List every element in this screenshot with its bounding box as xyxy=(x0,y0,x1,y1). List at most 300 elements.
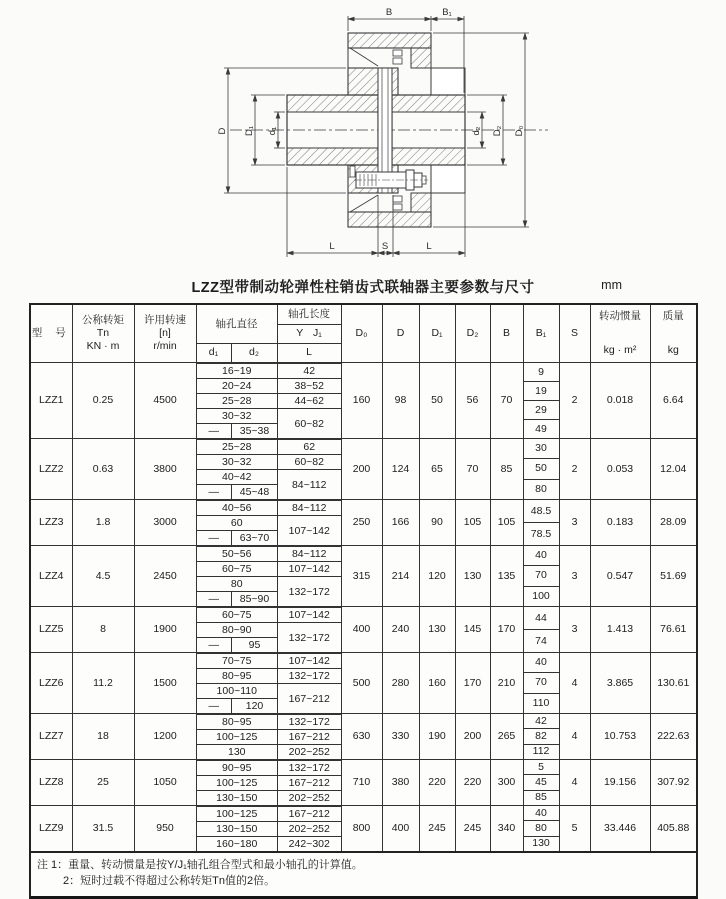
drum-flange-bottom xyxy=(431,165,465,193)
cell-D2: 170 xyxy=(455,653,490,714)
bore-length: 167~212 xyxy=(278,684,341,714)
bore-d-range: 160~180 xyxy=(197,837,278,852)
b1-value: 74 xyxy=(524,629,559,652)
cell-D: 330 xyxy=(382,714,419,760)
cell-S: 2 xyxy=(559,363,590,439)
unit-label: mm xyxy=(601,278,622,292)
cell-bores xyxy=(196,714,341,760)
b1-value: 45 xyxy=(524,774,559,789)
bore-row xyxy=(197,577,341,592)
bore-row xyxy=(197,623,341,638)
bore-row xyxy=(197,470,341,485)
b1-value: 130 xyxy=(524,836,559,851)
cell-B1 xyxy=(523,714,559,760)
cell-D: 380 xyxy=(382,760,419,806)
mass-unit: kg xyxy=(667,344,679,356)
bore-row xyxy=(197,409,341,424)
cell-inertia: 3.865 xyxy=(590,653,650,714)
bore-subtable xyxy=(197,760,341,805)
b1-value: 80 xyxy=(524,820,559,835)
cell-B: 210 xyxy=(490,653,523,714)
b1-value: 70 xyxy=(524,672,559,692)
cell-S: 3 xyxy=(559,500,590,546)
bore-row xyxy=(197,654,341,669)
col-header-B: B xyxy=(490,304,523,363)
bore-row xyxy=(197,761,341,776)
cell-B: 170 xyxy=(490,607,523,653)
bore-d-range: 40~56 xyxy=(197,501,278,516)
cell-S: 3 xyxy=(559,546,590,607)
bore-length: 167~212 xyxy=(278,730,341,745)
bore-length: 42 xyxy=(278,364,341,379)
bore-row xyxy=(197,379,341,394)
cell-model: LZZ3 xyxy=(30,500,72,546)
b1-stack xyxy=(524,439,559,499)
cell-B: 135 xyxy=(490,546,523,607)
dim-label-d1: d₁ xyxy=(267,126,278,136)
col-header-d1: d₁ xyxy=(197,344,232,362)
col-header-yj1: Y J₁ xyxy=(278,324,341,343)
col-header-speed xyxy=(134,304,196,363)
bore-length: 132~172 xyxy=(278,669,341,684)
cell-B: 340 xyxy=(490,806,523,853)
b1-value: 80 xyxy=(524,479,559,499)
bore-subtable xyxy=(197,546,341,606)
bore-subtable xyxy=(197,439,341,499)
cell-bores xyxy=(196,607,341,653)
cell-D: 98 xyxy=(382,363,419,439)
bore-d-range: 16~19 xyxy=(197,364,278,379)
col-header-B1: B₁ xyxy=(523,304,559,363)
bore-length: 44~62 xyxy=(278,394,341,409)
bore-d-range: 20~24 xyxy=(197,379,278,394)
cell-torque: 0.63 xyxy=(72,439,134,500)
dim-label-L-right: L xyxy=(426,241,432,252)
cell-D2: 105 xyxy=(455,500,490,546)
brake-drum-bottom-disc xyxy=(411,193,431,212)
cell-model: LZZ6 xyxy=(30,653,72,714)
bore-length: 107~142 xyxy=(278,654,341,669)
parameter-table xyxy=(29,303,698,853)
dim-label-L-left: L xyxy=(329,241,335,252)
bore-d-range: 80~90 xyxy=(197,623,278,638)
cell-B: 265 xyxy=(490,714,523,760)
cell-speed: 950 xyxy=(134,806,196,853)
cell-S: 4 xyxy=(559,760,590,806)
bore-row xyxy=(197,791,341,806)
b1-value: 85 xyxy=(524,790,559,805)
mass-label: 质量 xyxy=(662,310,684,322)
cell-D0: 315 xyxy=(341,546,382,607)
bore-d1: — xyxy=(197,638,232,653)
cell-D2: 145 xyxy=(455,607,490,653)
drum-flange-top xyxy=(431,68,465,95)
header-row xyxy=(30,304,697,363)
bore-row xyxy=(197,394,341,409)
col-header-D1: D₁ xyxy=(419,304,455,363)
bore-length: 38~52 xyxy=(278,379,341,394)
cell-mass: 307.92 xyxy=(650,760,697,806)
col-header-model: 型 号 xyxy=(30,304,72,363)
speed-line1: 许用转速 xyxy=(144,314,186,326)
cell-S: 3 xyxy=(559,607,590,653)
cell-model: LZZ7 xyxy=(30,714,72,760)
bore-d-range: 80~95 xyxy=(197,669,278,684)
bore-dia-label: 轴孔直径 xyxy=(215,317,258,330)
b1-value: 44 xyxy=(535,611,547,624)
bore-d-range: 90~95 xyxy=(197,761,278,776)
cell-torque: 25 xyxy=(72,760,134,806)
cell-D0: 710 xyxy=(341,760,382,806)
cell-D1: 120 xyxy=(419,546,455,607)
bore-length: 60~82 xyxy=(278,455,341,470)
bore-subtable xyxy=(197,500,341,545)
drum-bolt-top xyxy=(393,50,402,56)
table-body xyxy=(30,363,697,853)
cell-bores xyxy=(196,500,341,546)
cell-inertia: 0.018 xyxy=(590,363,650,439)
cell-D2: 220 xyxy=(455,760,490,806)
bore-length: 202~252 xyxy=(278,791,341,806)
bore-row xyxy=(197,608,341,623)
model-row-LZZ8 xyxy=(30,760,697,806)
col-header-D0: D₀ xyxy=(341,304,382,363)
cell-mass: 222.63 xyxy=(650,714,697,760)
cell-D0: 200 xyxy=(341,439,382,500)
cell-mass: 76.61 xyxy=(650,607,697,653)
cell-S: 5 xyxy=(559,806,590,853)
cell-bores xyxy=(196,439,341,500)
cell-speed: 1050 xyxy=(134,760,196,806)
b1-stack xyxy=(524,500,559,545)
b1-value: 70 xyxy=(524,565,559,585)
bore-length: 107~142 xyxy=(278,608,341,623)
cell-D2: 245 xyxy=(455,806,490,853)
b1-value: 29 xyxy=(524,400,559,419)
model-row-LZZ5 xyxy=(30,607,697,653)
cell-torque: 18 xyxy=(72,714,134,760)
bore-d-range: 30~32 xyxy=(197,409,278,424)
dim-label-D1: D₁ xyxy=(244,125,255,137)
cell-speed: 2450 xyxy=(134,546,196,607)
dim-label-d2: d₂ xyxy=(471,126,482,136)
cell-B1 xyxy=(523,806,559,853)
inertia-unit: kg · m² xyxy=(603,344,637,356)
cell-mass: 130.61 xyxy=(650,653,697,714)
bore-row xyxy=(197,776,341,791)
b1-value: 112 xyxy=(524,744,559,759)
note-1: 注 1：重量、转动惯量是按Y/J₁轴孔组合型式和最小轴孔的计算值。 xyxy=(37,859,363,871)
b1-value: 5 xyxy=(538,760,544,773)
cell-D: 124 xyxy=(382,439,419,500)
cell-speed: 1200 xyxy=(134,714,196,760)
bore-row xyxy=(197,562,341,577)
col-header-L: L xyxy=(278,343,341,362)
cell-mass: 6.64 xyxy=(650,363,697,439)
cell-inertia: 33.446 xyxy=(590,806,650,853)
bore-row xyxy=(197,730,341,745)
cell-D1: 50 xyxy=(419,363,455,439)
left-hub-upper-wall xyxy=(287,95,378,112)
retainer-pin xyxy=(350,166,355,177)
b1-stack xyxy=(524,546,559,606)
b1-stack xyxy=(524,714,559,759)
cell-mass: 405.88 xyxy=(650,806,697,853)
bore-d2: 63~70 xyxy=(232,531,278,546)
cell-D0: 400 xyxy=(341,607,382,653)
dim-label-D0: D₀ xyxy=(514,125,525,137)
cell-bores xyxy=(196,363,341,439)
cell-B1 xyxy=(523,439,559,500)
bore-d1: — xyxy=(197,485,232,500)
col-header-D: D xyxy=(382,304,419,363)
bore-d-range: 130 xyxy=(197,745,278,760)
cell-B1 xyxy=(523,607,559,653)
col-header-d2: d₂ xyxy=(249,346,259,358)
bore-d-range: 130~150 xyxy=(197,791,278,806)
bore-length: 84~112 xyxy=(278,547,341,562)
bore-subtable xyxy=(197,653,341,713)
coupling-drawing-svg xyxy=(0,0,726,272)
bore-d-range: 100~110 xyxy=(197,684,278,699)
model-row-LZZ7 xyxy=(30,714,697,760)
cell-D: 240 xyxy=(382,607,419,653)
bore-row xyxy=(197,516,341,531)
brake-drum-bottom-rim xyxy=(348,212,431,227)
bore-d-range: 60 xyxy=(197,516,278,531)
torque-line2: Tn xyxy=(96,327,110,339)
col-header-D2: D₂ xyxy=(455,304,490,363)
left-hub-lower-wall xyxy=(287,148,378,165)
bore-length: 242~302 xyxy=(278,837,341,852)
bore-row xyxy=(197,745,341,760)
cell-speed: 1500 xyxy=(134,653,196,714)
cell-mass: 51.69 xyxy=(650,546,697,607)
cell-B1 xyxy=(523,653,559,714)
cell-D1: 190 xyxy=(419,714,455,760)
right-hub-upper-wall xyxy=(392,95,465,112)
cell-D0: 800 xyxy=(341,806,382,853)
table-head xyxy=(30,304,697,363)
col-header-S: S xyxy=(559,304,590,363)
cell-bores xyxy=(196,806,341,853)
bore-length: 60~82 xyxy=(278,409,341,439)
cell-S: 4 xyxy=(559,714,590,760)
b1-stack xyxy=(524,363,559,438)
cell-B1 xyxy=(523,363,559,439)
cell-inertia: 10.753 xyxy=(590,714,650,760)
cell-speed: 4500 xyxy=(134,363,196,439)
b1-value: 40 xyxy=(535,549,547,562)
bore-row xyxy=(197,715,341,730)
cell-D2: 130 xyxy=(455,546,490,607)
bore-d-range: 40~42 xyxy=(197,470,278,485)
bore-length: 107~142 xyxy=(278,516,341,546)
bore-length: 167~212 xyxy=(278,776,341,791)
cell-D2: 56 xyxy=(455,363,490,439)
bore-row xyxy=(197,822,341,837)
col-header-torque xyxy=(72,304,134,363)
b1-value: 49 xyxy=(524,419,559,438)
cell-D0: 630 xyxy=(341,714,382,760)
col-header-bore-length xyxy=(277,304,341,363)
bore-length: 62 xyxy=(278,440,341,455)
cell-B: 85 xyxy=(490,439,523,500)
bore-d-range: 100~125 xyxy=(197,807,278,822)
cell-inertia: 0.183 xyxy=(590,500,650,546)
bore-d1: — xyxy=(197,531,232,546)
cell-model: LZZ5 xyxy=(30,607,72,653)
bore-length: 202~252 xyxy=(278,745,341,760)
cell-D1: 90 xyxy=(419,500,455,546)
bore-length: 132~172 xyxy=(278,623,341,653)
cell-B: 70 xyxy=(490,363,523,439)
torque-line1: 公称转矩 xyxy=(82,314,124,326)
bore-length: 132~172 xyxy=(278,715,341,730)
bore-d1: — xyxy=(197,699,232,714)
cell-speed: 3800 xyxy=(134,439,196,500)
cell-D1: 130 xyxy=(419,607,455,653)
cell-torque: 11.2 xyxy=(72,653,134,714)
bore-row xyxy=(197,501,341,516)
bore-length: 107~142 xyxy=(278,562,341,577)
cell-model: LZZ4 xyxy=(30,546,72,607)
bore-d-range: 60~75 xyxy=(197,608,278,623)
cell-S: 2 xyxy=(559,439,590,500)
bore-d-range: 25~28 xyxy=(197,394,278,409)
model-row-LZZ6 xyxy=(30,653,697,714)
b1-value: 100 xyxy=(524,586,559,606)
cell-torque: 4.5 xyxy=(72,546,134,607)
b1-stack xyxy=(524,607,559,652)
bore-d-range: 50~56 xyxy=(197,547,278,562)
bore-length: 167~212 xyxy=(278,807,341,822)
cell-inertia: 19.156 xyxy=(590,760,650,806)
b1-stack xyxy=(524,653,559,713)
model-row-LZZ1 xyxy=(30,363,697,439)
bore-row xyxy=(197,669,341,684)
b1-value: 50 xyxy=(524,458,559,478)
col-header-bore-diameter xyxy=(196,304,277,363)
dim-label-D2: D₂ xyxy=(492,125,503,137)
b1-value: 19 xyxy=(524,381,559,400)
b1-value: 9 xyxy=(538,365,544,378)
col-header-mass xyxy=(650,304,697,363)
b1-value: 48.5 xyxy=(530,504,552,517)
cell-bores xyxy=(196,546,341,607)
b1-stack xyxy=(524,806,559,851)
bore-d1: — xyxy=(197,424,232,439)
bore-d-range: 80~95 xyxy=(197,715,278,730)
bore-subtable xyxy=(197,607,341,652)
b1-value: 82 xyxy=(524,728,559,743)
bore-d2: 95 xyxy=(232,638,278,653)
cell-D: 214 xyxy=(382,546,419,607)
bore-d-range: 100~125 xyxy=(197,776,278,791)
bore-subtable xyxy=(197,806,341,851)
bore-d-range: 70~75 xyxy=(197,654,278,669)
parameter-table-wrap xyxy=(29,303,696,853)
model-row-LZZ9 xyxy=(30,806,697,853)
cell-bores xyxy=(196,653,341,714)
cell-D: 400 xyxy=(382,806,419,853)
b1-value: 110 xyxy=(524,693,559,713)
bore-d2: 120 xyxy=(232,699,278,714)
bore-d2: 35~38 xyxy=(232,424,278,439)
cell-model: LZZ9 xyxy=(30,806,72,853)
cell-inertia: 0.547 xyxy=(590,546,650,607)
cell-B1 xyxy=(523,500,559,546)
cell-torque: 31.5 xyxy=(72,806,134,853)
cell-D0: 500 xyxy=(341,653,382,714)
cell-D0: 250 xyxy=(341,500,382,546)
b1-value: 40 xyxy=(535,806,547,819)
speed-line3: r/min xyxy=(153,340,177,352)
cell-B1 xyxy=(523,546,559,607)
cell-D: 280 xyxy=(382,653,419,714)
cell-model: LZZ8 xyxy=(30,760,72,806)
cell-D2: 200 xyxy=(455,714,490,760)
cell-D2: 70 xyxy=(455,439,490,500)
dim-label-B1: B₁ xyxy=(442,7,452,18)
col-header-inertia xyxy=(590,304,650,363)
bore-d2: 85~90 xyxy=(232,592,278,607)
bore-subtable xyxy=(197,363,341,438)
torque-line3: KN · m xyxy=(86,340,120,352)
cell-D: 166 xyxy=(382,500,419,546)
right-hub-lower-wall xyxy=(392,148,465,165)
b1-stack xyxy=(524,760,559,805)
model-row-LZZ4 xyxy=(30,546,697,607)
cell-inertia: 0.053 xyxy=(590,439,650,500)
b1-value: 30 xyxy=(535,442,547,455)
cell-inertia: 1.413 xyxy=(590,607,650,653)
model-row-LZZ2 xyxy=(30,439,697,500)
bore-d-range: 80 xyxy=(197,577,278,592)
inertia-label: 转动惯量 xyxy=(599,310,642,322)
cell-D1: 245 xyxy=(419,806,455,853)
bore-length: 132~172 xyxy=(278,577,341,607)
bore-length: 202~252 xyxy=(278,822,341,837)
speed-line2: [n] xyxy=(159,327,171,339)
b1-value: 40 xyxy=(535,656,547,669)
bore-d-range: 130~150 xyxy=(197,822,278,837)
b1-value: 42 xyxy=(535,714,547,727)
cell-torque: 1.8 xyxy=(72,500,134,546)
dim-label-D: D xyxy=(217,127,228,135)
cell-torque: 0.25 xyxy=(72,363,134,439)
dim-label-B: B xyxy=(385,7,393,18)
cell-B: 105 xyxy=(490,500,523,546)
bore-row xyxy=(197,837,341,852)
b1-value: 78.5 xyxy=(524,522,559,545)
cell-torque: 8 xyxy=(72,607,134,653)
cell-B: 300 xyxy=(490,760,523,806)
bore-d-range: 100~125 xyxy=(197,730,278,745)
bore-d-range: 30~32 xyxy=(197,455,278,470)
cell-model: LZZ2 xyxy=(30,439,72,500)
footnotes xyxy=(29,853,698,899)
coupling-section-drawing xyxy=(0,0,726,272)
bore-len-label: 轴孔长度 xyxy=(288,308,331,320)
bore-length: 84~112 xyxy=(278,501,341,516)
bore-subtable xyxy=(197,714,341,759)
cell-S: 4 xyxy=(559,653,590,714)
bore-row xyxy=(197,364,341,379)
model-row-LZZ3 xyxy=(30,500,697,546)
page-title: LZZ型带制动轮弹性柱销齿式联轴器主要参数与尺寸 xyxy=(191,279,535,296)
bore-row xyxy=(197,440,341,455)
